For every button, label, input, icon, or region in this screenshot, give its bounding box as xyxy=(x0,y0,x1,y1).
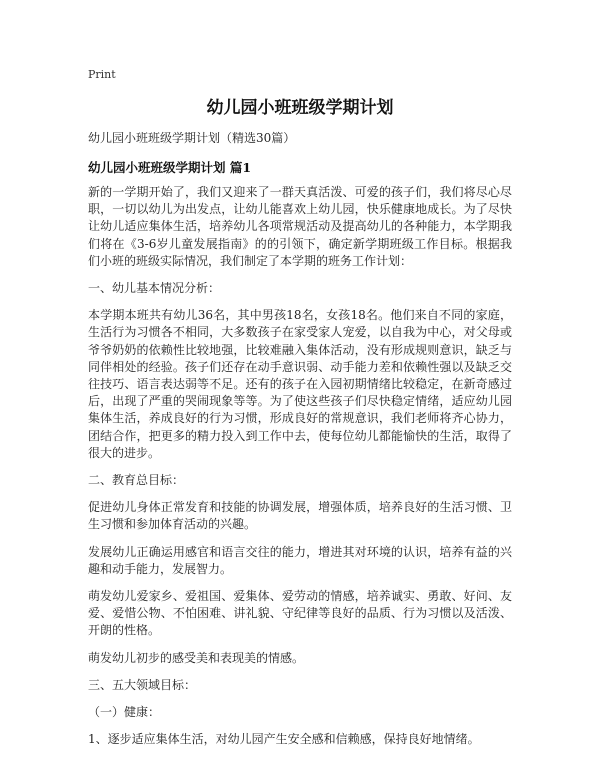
goal-paragraph-4: 萌发幼儿初步的感受美和表现美的情感。 xyxy=(88,650,305,665)
goal-paragraph-2: 发展幼儿正确运用感官和语言交往的能力，增进其对环境的认识，培养有益的兴趣和动手能力，发展智力。 xyxy=(88,544,512,576)
goal-paragraph-3: 萌发幼儿爱家乡、爱祖国、爱集体、爱劳动的情感，培养诚实、勇敢、好问、友爱、爱惜公物、不怕困难、讲礼貌、守纪律等良好的品质、行为习惯以及活泼、开朗的性格。 xyxy=(88,589,512,638)
heading-children-analysis: 一、幼儿基本情况分析： xyxy=(88,281,221,296)
document-title: 幼儿园小班班级学期计划 xyxy=(206,98,394,118)
print-link[interactable]: Print xyxy=(88,68,116,81)
section-heading: 幼儿园小班班级学期计划 篇1 xyxy=(88,160,252,175)
intro-paragraph: 新的一学期开始了，我们又迎来了一群天真活泼、可爱的孩子们，我们将尽心尽职，一切以幼儿为出发点，让幼儿能喜欢上幼儿园，快乐健康地成长。为了尽快让幼儿适应集体生活，培养幼儿各项常规活动及提高幼儿的各种能力，本学期我们将在《3-6岁儿童发展指南》的的引领下，确定新学期班级工作目标。根据我们小班的班级实际情况，我们制定了本学期的班务工作计划： xyxy=(88,185,512,268)
document-subtitle: 幼儿园小班班级学期计划（精选30篇） xyxy=(88,131,296,145)
heading-health: （一）健康： xyxy=(88,705,161,720)
heading-education-goals: 二、教育总目标： xyxy=(88,473,185,488)
children-analysis-paragraph: 本学期本班共有幼儿36名，其中男孩18名，女孩18名。他们来自不同的家庭，生活行为习惯各不相同，大多数孩子在家受家人宠爱，以自我为中心，对父母或爷爷奶奶的依赖性比较地强，比较难融入集体活动，没有形成规则意识，缺乏与同伴相处的经验。孩子们还存在动手意识弱、动手能力差和依赖性强以及缺乏交往技巧、语言表达弱等不足。还有的孩子在入园初期情绪比较稳定，在新奇感过后，出现了严重的哭闹现象等等。为了使这些孩子们尽快稳定情绪，适应幼儿园集体生活，养成良好的行为习惯，形成良好的常规意识，我们老师将齐心协力，团结合作，把更多的精力投入到工作中去，使每位幼儿都能愉快的生活，取得了很大的进步。 xyxy=(88,308,512,460)
goal-paragraph-1: 促进幼儿身体正常发育和技能的协调发展，增强体质，培养良好的生活习惯、卫生习惯和参加体育活动的兴趣。 xyxy=(88,500,512,532)
heading-five-domains: 三、五大领域目标： xyxy=(88,677,197,692)
document-page xyxy=(88,68,512,758)
health-item-1: 1、逐步适应集体生活，对幼儿园产生安全感和信赖感，保持良好地情绪。 xyxy=(88,732,480,747)
